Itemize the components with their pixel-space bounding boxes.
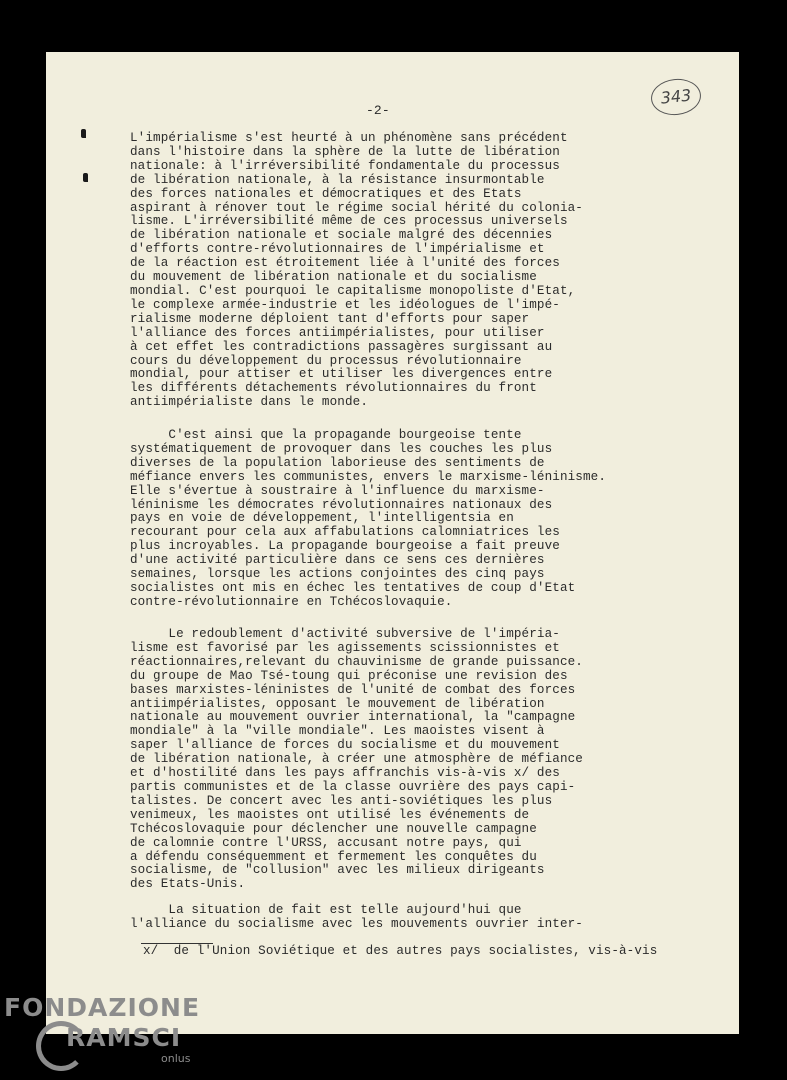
- margin-mark: [81, 129, 86, 138]
- text-line: du mouvement de libération nationale et du socialisme: [130, 270, 537, 285]
- paragraph-1: [130, 132, 583, 410]
- text-line: des forces nationales et démocratiques et des Etats: [130, 186, 522, 201]
- watermark-suffix: onlus: [161, 1052, 191, 1065]
- text-line: Le redoublement d'activité subversive de l'impéria-: [130, 627, 560, 641]
- paragraph-4: [130, 904, 583, 932]
- text-line: talistes. De concert avec les anti-soviétiques les plus: [130, 793, 553, 808]
- text-line: partis communistes et de la classe ouvrière des pays capi-: [130, 779, 576, 794]
- text-line: antiimpérialiste dans le monde.: [130, 395, 369, 410]
- watermark-line-2: RAMSCI: [66, 1023, 182, 1052]
- footnote: x/ de l'Union Soviétique et des autres pays socialistes, vis-à-vis: [143, 944, 658, 958]
- text-line: de calomnie contre l'URSS, accusant notre pays, qui: [130, 835, 522, 850]
- watermark-line-1: FONDAZIONE: [4, 993, 201, 1022]
- text-line: C'est ainsi que la propagande bourgeoise tente: [130, 428, 522, 442]
- text-line: venimeux, les maoistes ont utilisé les événements de: [130, 807, 530, 822]
- archive-page-number: 343: [649, 76, 702, 117]
- text-line: rialisme moderne déploient tant d'efforts pour saper: [130, 311, 530, 326]
- text-line: l'alliance du socialisme avec les mouvements ouvrier inter-: [130, 916, 583, 931]
- text-line: nationale: à l'irréversibilité fondamentale du processus: [130, 158, 560, 173]
- text-line: réactionnaires,relevant du chauvinisme de grande puissance.: [130, 654, 583, 669]
- text-line: saper l'alliance de forces du socialisme et du mouvement: [130, 738, 560, 753]
- text-line: du groupe de Mao Tsé-toung qui préconise une revision des: [130, 668, 568, 683]
- text-line: aspirant à rénover tout le régime social hérité du colonia-: [130, 200, 583, 215]
- text-line: contre-révolutionnaire en Tchécoslovaquie.: [130, 594, 453, 609]
- text-line: le complexe armée-industrie et les idéologues de l'impé-: [130, 297, 560, 312]
- text-line: diverses de la population laborieuse des sentiments de: [130, 455, 545, 470]
- text-line: et d'hostilité dans les pays affranchis vis-à-vis x/ des: [130, 766, 560, 781]
- text-line: des Etats-Unis.: [130, 877, 246, 892]
- text-line: a défendu conséquemment et fermement les conquêtes du: [130, 849, 537, 864]
- text-line: plus incroyables. La propagande bourgeoise a fait preuve: [130, 539, 560, 554]
- watermark-logo: [4, 993, 200, 1053]
- text-line: systématiquement de provoquer dans les couches les plus: [130, 441, 553, 456]
- text-line: lisme est favorisé par les agissements scissionnistes et: [130, 640, 560, 655]
- text-line: L'impérialisme s'est heurté à un phénomène sans précédent: [130, 131, 568, 145]
- text-line: à cet effet les contradictions passagères surgissant au: [130, 339, 553, 354]
- text-line: dans l'histoire dans la sphère de la lutte de libération: [130, 144, 560, 159]
- text-line: Elle s'évertue à soustraire à l'influence du marxisme-: [130, 483, 545, 498]
- watermark-g-icon: [36, 1021, 86, 1071]
- text-line: d'une activité particulière dans ce sens ces dernières: [130, 553, 545, 568]
- text-line: Tchécoslovaquie pour déclencher une nouvelle campagne: [130, 821, 537, 836]
- text-line: de la réaction est étroitement liée à l'unité des forces: [130, 256, 560, 271]
- text-line: socialistes ont mis en échec les tentatives de coup d'Etat: [130, 580, 576, 595]
- text-line: mondiale" à la "ville mondiale". Les maoistes visent à: [130, 724, 545, 739]
- text-line: mondial, pour attiser et utiliser les divergences entre: [130, 367, 553, 382]
- margin-mark: [83, 173, 88, 182]
- text-line: d'efforts contre-révolutionnaires de l'impérialisme et: [130, 242, 545, 257]
- paragraph-3: [130, 628, 583, 892]
- text-line: de libération nationale, à la résistance insurmontable: [130, 172, 545, 187]
- text-line: lisme. L'irréversibilité même de ces processus universels: [130, 214, 568, 229]
- paragraph-2: [130, 429, 606, 610]
- text-line: de libération nationale, à créer une atmosphère de méfiance: [130, 752, 583, 767]
- text-line: mondial. C'est pourquoi le capitalisme monopoliste d'Etat,: [130, 283, 576, 298]
- text-line: semaines, lorsque les actions conjointes des cinq pays: [130, 567, 545, 582]
- text-line: antiimpérialistes, opposant le mouvement de libération: [130, 696, 545, 711]
- text-line: bases marxistes-léninistes de l'unité de combat des forces: [130, 682, 576, 697]
- text-line: de libération nationale et sociale malgré des décennies: [130, 228, 553, 243]
- text-line: cours du développement du processus révolutionnaire: [130, 353, 522, 368]
- text-line: léninisme les démocrates révolutionnaires nationaux des: [130, 497, 553, 512]
- text-line: les différents détachements révolutionnaires du front: [130, 381, 537, 396]
- text-line: pays en voie de développement, l'intelligentsia en: [130, 511, 514, 526]
- text-line: l'alliance des forces antiimpérialistes, pour utiliser: [130, 325, 545, 340]
- text-line: socialisme, de "collusion" avec les milieux dirigeants: [130, 863, 545, 878]
- text-line: méfiance envers les communistes, envers le marxisme-léninisme.: [130, 469, 607, 484]
- text-line: La situation de fait est telle aujourd'hui que: [130, 903, 522, 917]
- text-line: recourant pour cela aux affabulations calomniatrices les: [130, 525, 560, 540]
- text-line: nationale au mouvement ouvrier international, la "campagne: [130, 710, 576, 725]
- page-number: -2-: [366, 103, 390, 118]
- document-page: [46, 52, 739, 1034]
